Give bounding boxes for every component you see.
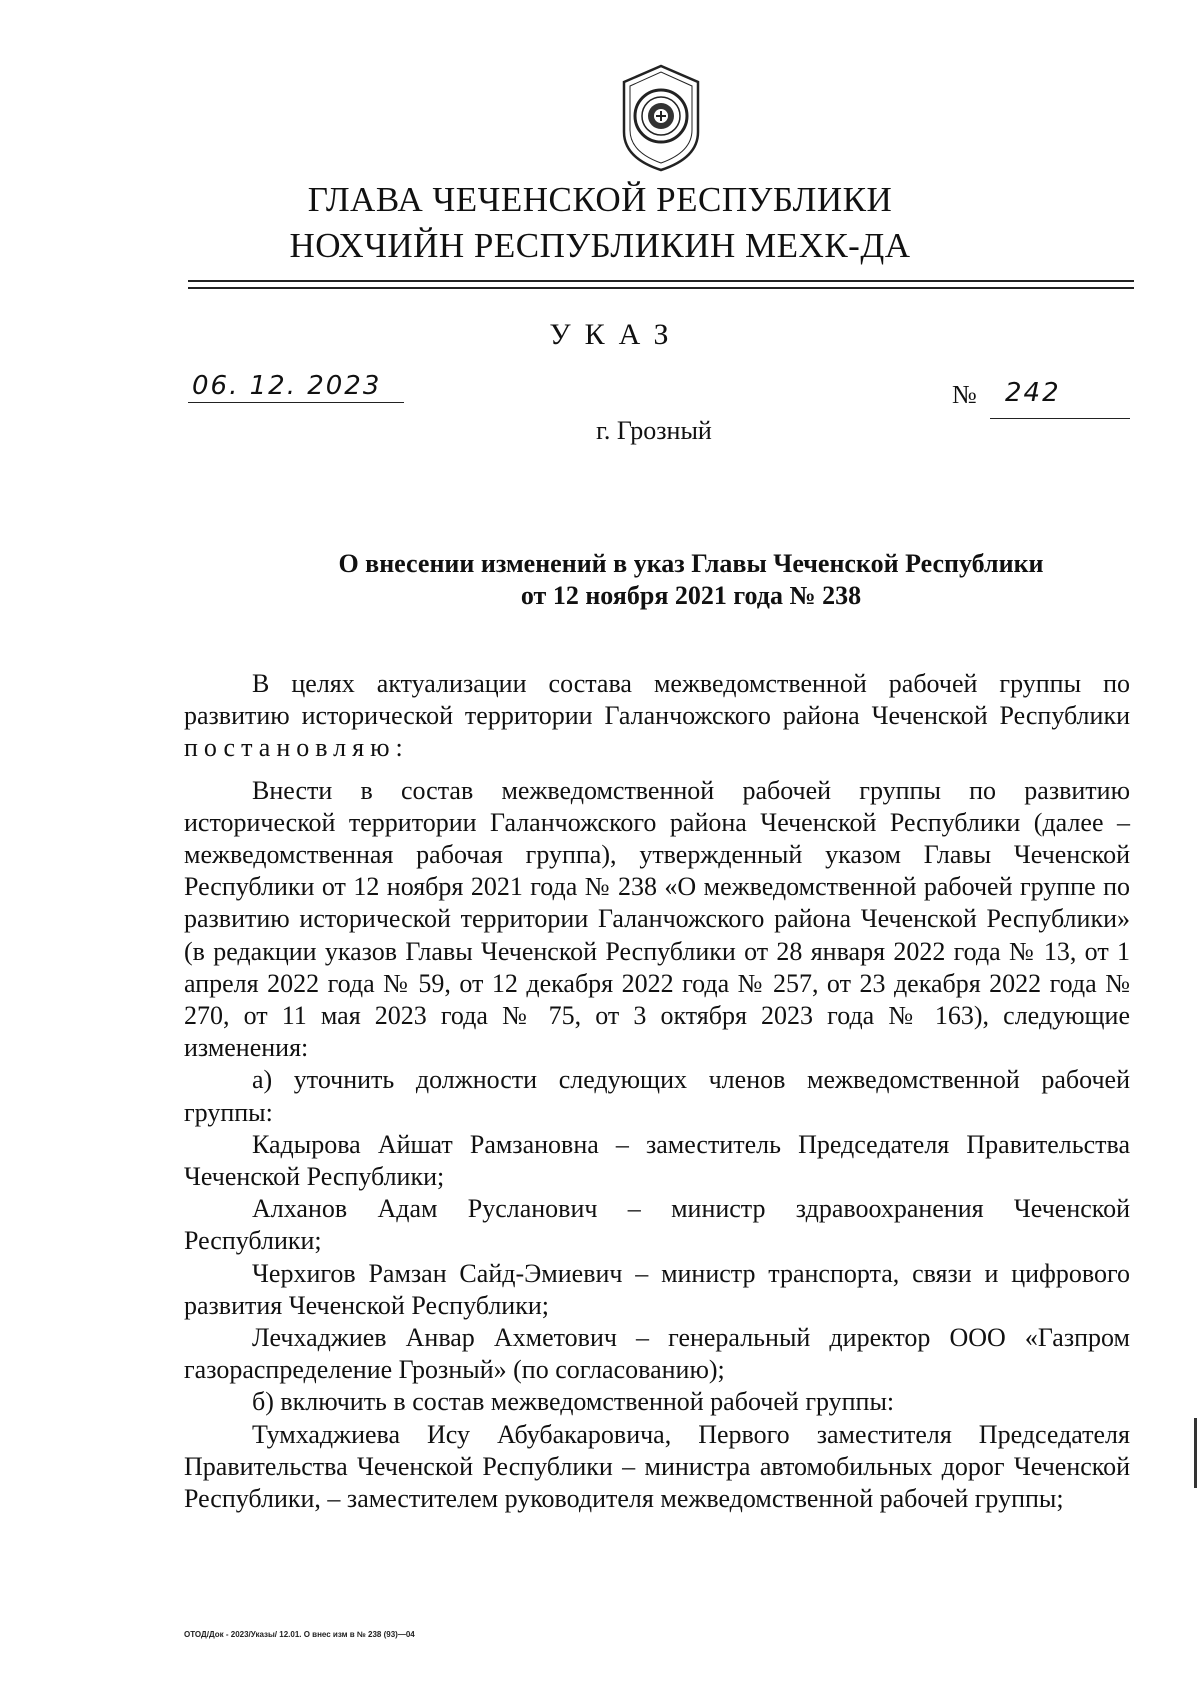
resolve-word: постановляю <box>184 733 396 763</box>
paragraph-main: Внести в состав межведомственной рабочей группы по развитию исторической территории Галанчожского района Чеченской Республики (далее – межведомственная рабочая группа), утвержденный указом Главы Чеченской Республики от 12 ноября 2021 года № 238 «О межведомственной рабочей группе по развитию исторической территории Галанчожского района Чеченской Республики» (в редакции указов Главы Чеченской Республики от 28 января 2022 года № 13, от 1 апреля 2022 года № 59, от 12 декабря 2022 года № 257, от 23 декабря 2022 года № 270, от 11 мая 2023 года № 75, от 3 октября 2023 года № 163), следующие изменения: <box>184 775 1130 1063</box>
member-cherkhigov: Черхигов Рамзан Сайд-Эмиевич – министр транспорта, связи и цифрового развития Чеченской Республики; <box>184 1258 1130 1320</box>
preamble-end: : <box>395 733 403 763</box>
header-rule-bottom <box>188 287 1134 289</box>
member-alkhanov: Алханов Адам Русланович – министр здравоохранения Чеченской Республики; <box>184 1194 1130 1256</box>
document-footer: ОТОД/Док - 2023/Указы/ 12.01. О внес изм в № 238 (93)—04 <box>184 1630 415 1639</box>
header-line-2: НОХЧИЙН РЕСПУБЛИКИН МЕХК-ДА <box>289 226 911 265</box>
decree-date: 06. 12. 2023 <box>188 370 404 403</box>
paragraph-preamble <box>184 668 1130 765</box>
coat-of-arms-icon <box>618 62 704 174</box>
paragraph-item-a: а) уточнить должности следующих членов межведомственной рабочей группы: <box>184 1065 1130 1127</box>
member-kadyrova: Кадырова Айшат Рамзановна – заместитель Председателя Правительства Чеченской Республики; <box>184 1129 1130 1192</box>
decree-number: 242 <box>1005 378 1061 408</box>
header-line-1: ГЛАВА ЧЕЧЕНСКОЙ РЕСПУБЛИКИ <box>307 180 893 219</box>
title-line-2: от 12 ноября 2021 года № 238 <box>520 581 862 610</box>
preamble-text: В целях актуализации состава межведомственной рабочей группы по развитию исторической территории Галанчожского района Чеченской Республики <box>184 669 1130 731</box>
decree-title <box>290 548 1092 612</box>
city: г. Грозный <box>596 416 712 445</box>
header-rule-top <box>188 280 1134 282</box>
title-line-1: О внесении изменений в указ Главы Чеченской Республики <box>338 549 1044 578</box>
paragraph-item-b: б) включить в состав межведомственной рабочей группы: <box>252 1387 895 1417</box>
scan-edge-mark <box>1194 1418 1197 1488</box>
decree-heading: УКАЗ <box>549 318 683 351</box>
member-tumkhadzhiev: Тумхаджиева Ису Абубакаровича, Первого заместителя Председателя Правительства Чеченской Республики – министра автомобильных дорог Чеченской Республики, – заместителем руководителя межведомственной рабочей группы; <box>184 1419 1130 1514</box>
member-lechkhadzhiev: Лечхаджиев Анвар Ахметович – генеральный директор ООО «Газпром газораспределение Грозный» (по согласованию); <box>184 1323 1130 1385</box>
number-label: № <box>952 380 977 409</box>
decree-body <box>184 668 1130 1515</box>
